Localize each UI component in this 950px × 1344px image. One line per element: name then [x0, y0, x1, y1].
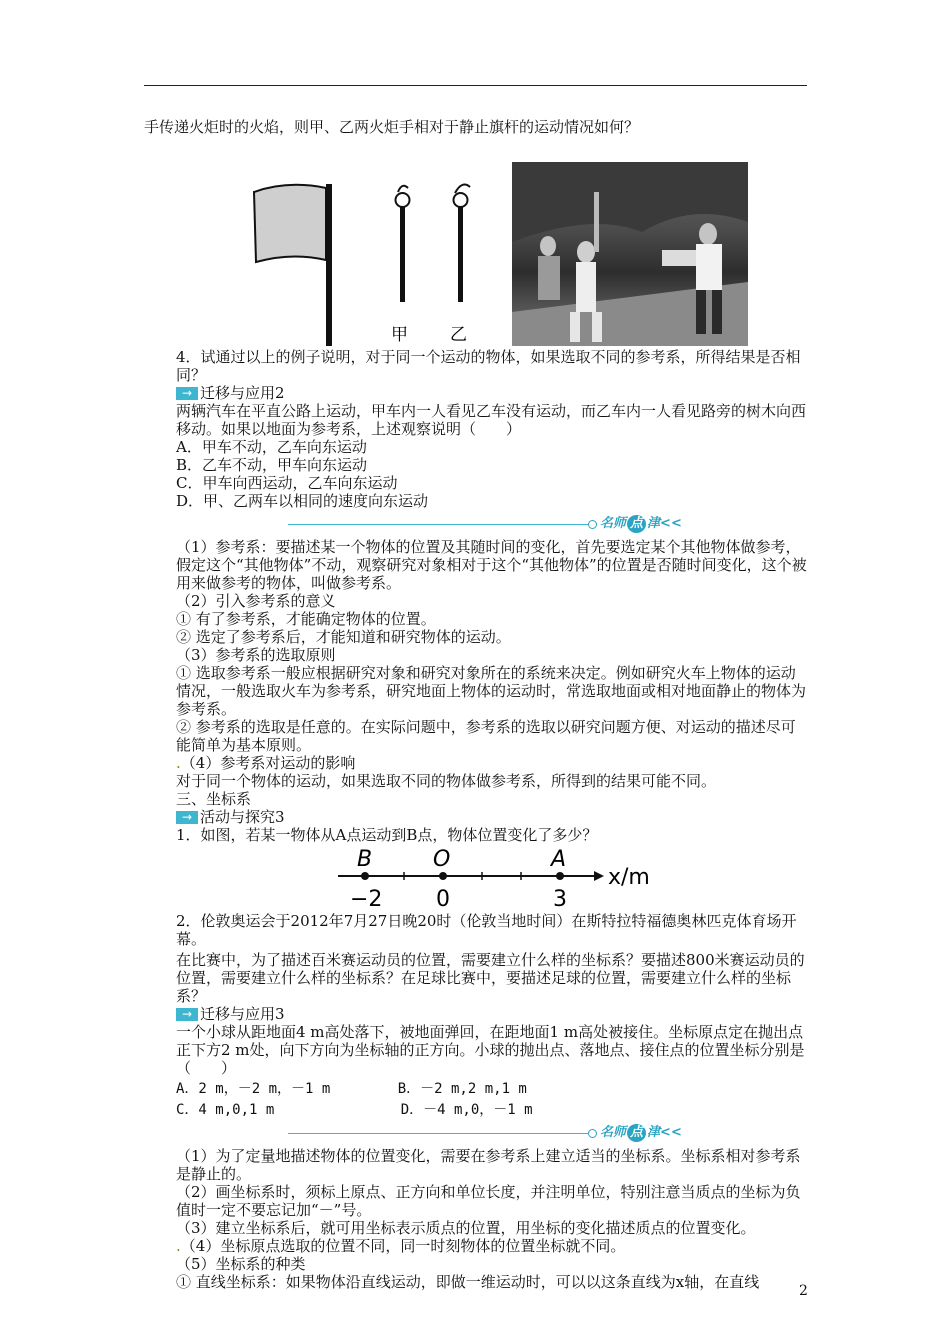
section-3-title: 三、坐标系 — [176, 790, 252, 808]
point-b — [361, 872, 369, 880]
apply-2-option-c: C．甲车向西运动，乙车向东运动 — [176, 474, 398, 492]
question-4: 4．试通过以上的例子说明，对于同一个运动的物体，如果选取不同的参考系，所得结果是否相同？ — [176, 348, 801, 384]
tick-label-minus2: −2 — [350, 887, 383, 910]
notes2-p5: （5）坐标系的种类 — [176, 1255, 306, 1273]
activity-3-q2: 2．伦敦奥运会于2012年7月27日晚20时（伦敦当地时间）在斯特拉特福德奥林匹克体育场开幕。 — [176, 912, 797, 948]
notes2-p2: （2）画坐标系时，须标上原点、正方向和单位长度，并注明单位，特别注意当质点的坐标为负值时一定不要忘记加“－”号。 — [176, 1183, 801, 1219]
flag-torch-diagram — [248, 178, 478, 348]
notes1-p3a: ① 选取参考系一般应根据研究对象和研究对象所在的系统来决定。例如研究火车上物体的运动情况，一般选取火车为参考系，研究地面上物体的运动时，常选取地面或相对地面静止的物体为参考系。 — [176, 664, 807, 718]
tips-badge-2: 名师 点 津 << — [588, 1125, 682, 1141]
notes2-p1: （1）为了定量地描述物体的位置变化，需要在参考系上建立适当的坐标系。坐标系相对参考系是静止的。 — [176, 1147, 801, 1183]
notes1-p1: （1）参考系：要描述某一个物体的位置及其随时间的变化，首先要选定某个其他物体做参考，假定这个“其他物体”不动，观察研究对象相对于这个“其他物体”的位置是否随时间变化，这个被用来做参考的物体，叫做参考系。 — [176, 538, 807, 592]
point-b-label: B — [357, 847, 373, 872]
arrow-right-icon: → — [176, 811, 198, 824]
header-rule — [144, 85, 807, 86]
apply-2-option-d: D．甲、乙两车以相同的速度向东运动 — [176, 492, 429, 510]
notes2-p4: .（4）坐标原点选取的位置不同，同一时刻物体的位置坐标就不同。 — [176, 1237, 626, 1255]
tick-label-3: 3 — [553, 887, 567, 910]
apply-3-options-row1: A．2 m，－2 m，－1 m B．－2 m,2 m,1 m — [176, 1081, 527, 1097]
circle-icon — [588, 520, 597, 529]
activity-3-title: 活动与探究3 — [200, 808, 285, 826]
tips-divider-2 — [288, 1125, 818, 1141]
notes1-p4: .（4）参考系对运动的影响 — [176, 754, 356, 772]
dot-mark-icon: . — [176, 754, 181, 772]
number-line — [332, 846, 662, 910]
notes1-p2a: ① 有了参考系，才能确定物体的位置。 — [176, 610, 436, 628]
activity-3-header — [176, 808, 808, 826]
notes1-p3: （3）参考系的选取原则 — [176, 646, 336, 664]
notes1-p4a: 对于同一个物体的运动，如果选取不同的物体做参考系，所得到的结果可能不同。 — [176, 772, 717, 790]
page-content — [144, 118, 808, 1291]
torch-relay-photo — [512, 162, 748, 346]
apply-2-header — [176, 384, 808, 402]
label-jia: 甲 — [391, 325, 408, 345]
tick-label-0: 0 — [436, 887, 450, 910]
notes1-p2: （2）引入参考系的意义 — [176, 592, 336, 610]
activity-3-q2b: 在比赛中，为了描述百米赛运动员的位置，需要建立什么样的坐标系？要描述800米赛运动员的位置，需要建立什么样的坐标系？在足球比赛中，要描述足球的位置，需要建立什么样的坐标系？ — [176, 951, 805, 1005]
double-chevron-left-icon: << — [660, 1125, 682, 1140]
intro-line: 手传递火炬时的火焰，则甲、乙两火炬手相对于静止旗杆的运动情况如何？ — [144, 118, 640, 136]
point-o — [439, 872, 447, 880]
dot-mark-icon: . — [176, 1237, 181, 1255]
notes2-p5a: ① 直线坐标系：如果物体沿直线运动，即做一维运动时，可以以这条直线为x轴，在直线 — [176, 1273, 760, 1291]
apply-2-option-a: A．甲车不动，乙车向东运动 — [176, 438, 367, 456]
notes2-p3: （3）建立坐标系后，就可用坐标表示质点的位置，用坐标的变化描述质点的位置变化。 — [176, 1219, 756, 1237]
apply-3-title: 迁移与应用3 — [200, 1005, 285, 1023]
apply-3-header — [176, 1005, 808, 1023]
notes1-p2b: ② 选定了参考系后，才能知道和研究物体的运动。 — [176, 628, 511, 646]
page-number: 2 — [799, 1283, 808, 1299]
axis-label: x/m — [608, 865, 650, 890]
circle-icon — [588, 1129, 597, 1138]
point-a — [556, 872, 564, 880]
double-chevron-left-icon: << — [660, 516, 682, 531]
label-yi: 乙 — [450, 325, 467, 345]
point-o-label: O — [433, 847, 451, 872]
activity-3-q1: 1．如图，若某一物体从A点运动到B点，物体位置变化了多少？ — [176, 826, 598, 844]
tips-badge: 名师 点 津 << — [588, 516, 682, 532]
arrow-right-icon: → — [176, 387, 198, 400]
point-a-label: A — [551, 847, 567, 872]
torch-figure — [176, 136, 808, 348]
arrow-right-icon: → — [176, 1008, 198, 1021]
apply-3-question: 一个小球从距地面4 m高处落下，被地面弹回，在距地面1 m高处被接住。坐标原点定在抛出点正下方2 m处，向下方向为坐标轴的正方向。小球的抛出点、落地点、接住点的位置坐标分别是（ ） — [176, 1023, 805, 1077]
notes1-p3b: ② 参考系的选取是任意的。在实际问题中，参考系的选取以研究问题方便、对运动的描述尽可能简单为基本原则。 — [176, 718, 796, 754]
apply-2-option-b: B．乙车不动，甲车向东运动 — [176, 456, 368, 474]
apply-2-title: 迁移与应用2 — [200, 384, 285, 402]
apply-2-question: 两辆汽车在平直公路上运动，甲车内一人看见乙车没有运动，而乙车内一人看见路旁的树木向西移动。如果以地面为参考系，上述观察说明（ ） — [176, 402, 807, 438]
tips-divider-1 — [288, 516, 818, 532]
apply-3-options-row2: C．4 m,0,1 m D．－4 m,0，－1 m — [176, 1102, 533, 1118]
number-line-figure — [176, 844, 808, 912]
